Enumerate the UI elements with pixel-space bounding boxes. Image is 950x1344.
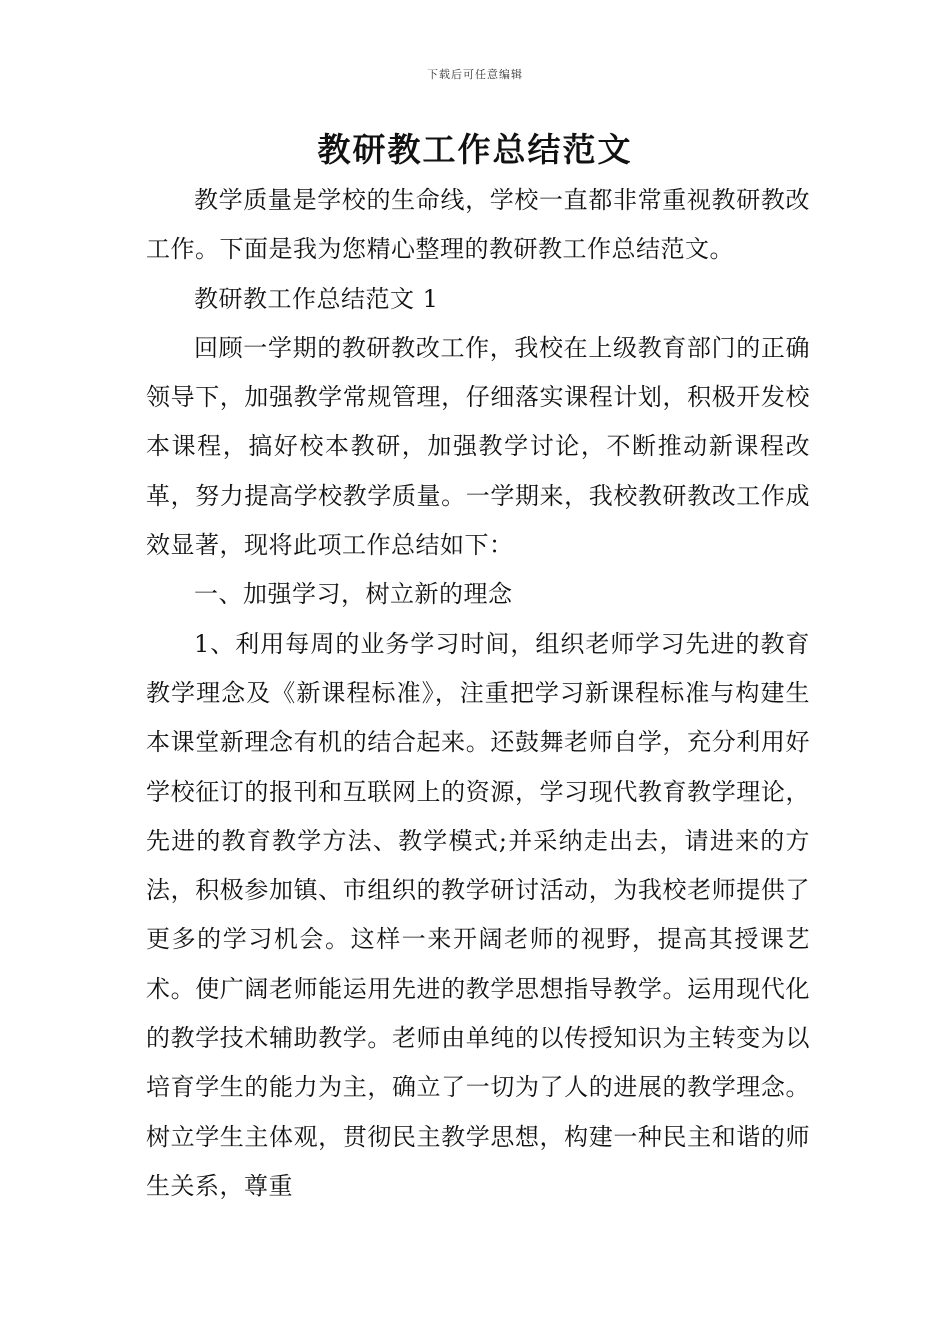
document-title: 教研教工作总结范文	[317, 130, 633, 169]
header-note: 下载后可任意编辑	[427, 68, 523, 81]
overview-paragraph: 回顾一学期的教研教改工作，我校在上级教育部门的正确领导下，加强教学常规管理，仔细落实课程计划，积极开发校本课程，搞好校本教研，加强教学讨论，不断推动新课程改革，努力提高学校教学质量。一学期来，我校教研教改工作成效显著，现将此项工作总结如下：	[146, 333, 810, 560]
intro-paragraph: 教学质量是学校的生命线，学校一直都非常重视教研教改工作。下面是我为您精心整理的教研教工作总结范文。	[146, 186, 810, 264]
item-paragraph: 1、利用每周的业务学习时间，组织老师学习先进的教育教学理念及《新课程标准》，注重把学习新课程标准与构建生本课堂新理念有机的结合起来。还鼓舞老师自学，充分利用好学校征订的报刊和互联网上的资源，学习现代教育教学理论，先进的教育教学方法、教学模式;并采纳走出去，请进来的方法，积极参加镇、市组织的教学研讨活动，为我校老师提供了更多的学习机会。这样一来开阔老师的视野，提高其授课艺术。使广阔老师能运用先进的教学思想指导教学。运用现代化的教学技术辅助教学。老师由单纯的以传授知识为主转变为以培育学生的能力为主，确立了一切为了人的进展的教学理念。树立学生主体观，贯彻民主教学思想，构建一种民主和谐的师生关系，尊重	[146, 629, 810, 1200]
section-subtitle: 教研教工作总结范文 1	[194, 284, 439, 313]
document-body	[146, 176, 810, 1211]
section-heading: 一、加强学习，树立新的理念	[194, 580, 513, 609]
